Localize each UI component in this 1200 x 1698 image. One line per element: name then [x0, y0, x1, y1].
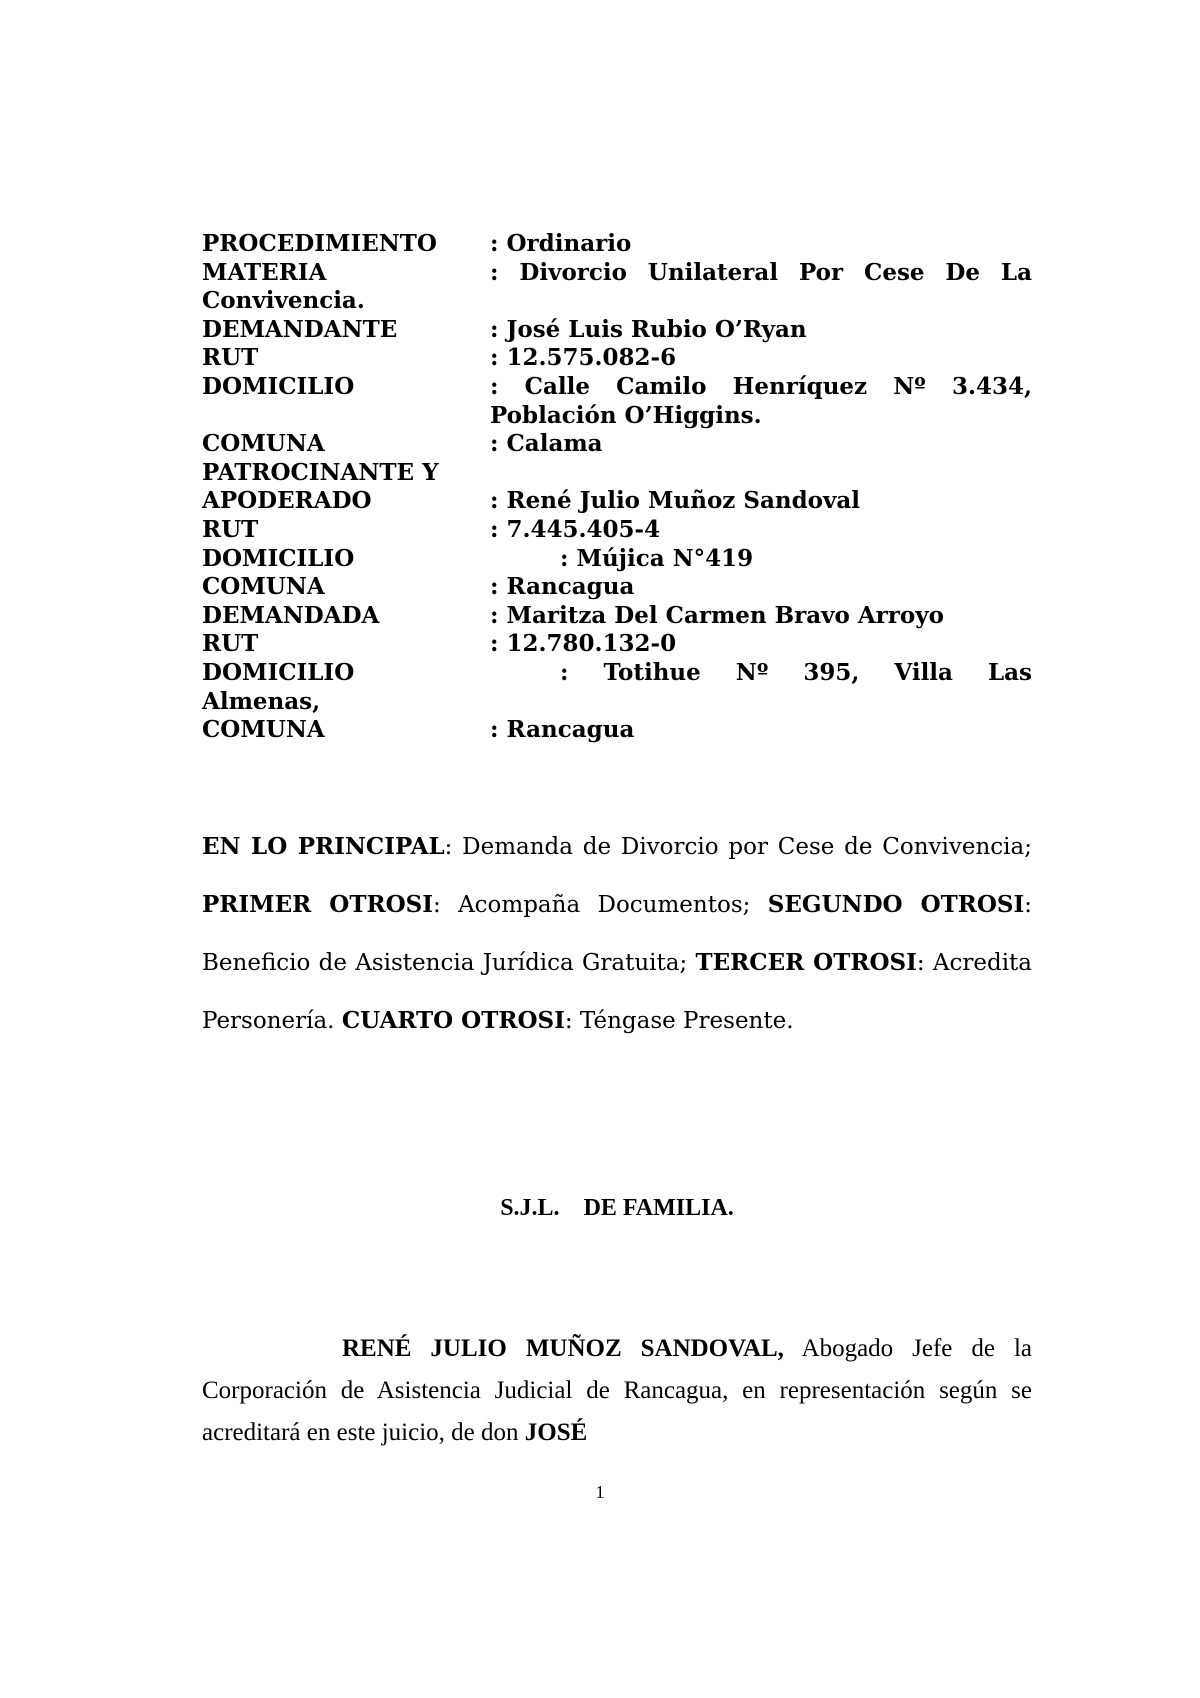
header-label: DOMICILIO	[202, 544, 355, 572]
header-label: RUT	[202, 630, 259, 658]
header-label: APODERADO	[202, 487, 372, 515]
header-label: RUT	[202, 515, 259, 543]
header-label: COMUNA	[202, 430, 325, 458]
header-value: : Ordinario	[490, 230, 632, 257]
header-value: : Calama	[490, 430, 603, 458]
header-row-patrocinante-comuna	[202, 573, 1032, 602]
segundo-otrosi-text: : Beneficio de Asistencia Jurídica Gratuita;	[202, 892, 1033, 976]
header-value: : René Julio Muñoz Sandoval	[490, 487, 861, 515]
header-label: DEMANDADA	[202, 601, 380, 629]
header-label: PROCEDIMIENTO	[202, 230, 437, 257]
header-value: : Totihue Nº 395, Villa Las	[560, 658, 1032, 686]
header-row-patrocinante-rut	[202, 516, 1032, 545]
principal-text: : Demanda de Divorcio por Cese de Convivencia;	[444, 834, 1032, 860]
header-row-demandada-rut	[202, 630, 1032, 659]
attorney-name: RENÉ JULIO MUÑOZ SANDOVAL,	[342, 1335, 784, 1362]
primer-otrosi-label: PRIMER OTROSI	[202, 891, 433, 918]
header-value: : Divorcio Unilateral Por Cese De La	[490, 258, 1032, 286]
header-label: PATROCINANTE Y	[202, 458, 439, 486]
header-value: : 7.445.405-4	[490, 515, 661, 543]
header-row-materia	[202, 259, 1032, 288]
header-row-patrocinante-domicilio	[202, 545, 1032, 574]
header-row-procedimiento	[202, 230, 1032, 259]
header-row-patrocinante-label	[202, 459, 1032, 488]
header-label: MATERIA	[202, 258, 327, 286]
primer-otrosi-text: : Acompaña Documentos;	[432, 892, 751, 918]
header-value: : 12.575.082-6	[490, 344, 677, 372]
header-value-continuation: Almenas,	[202, 687, 321, 715]
header-value: : José Luis Rubio O’Ryan	[490, 315, 807, 343]
tercer-otrosi-label: TERCER OTROSI	[695, 949, 917, 976]
header-row-demandante	[202, 316, 1032, 345]
court-name: DE FAMILIA.	[583, 1195, 734, 1221]
header-value: : Rancagua	[490, 716, 635, 744]
header-label: DOMICILIO	[202, 372, 355, 400]
court-abbrev: S.J.L.	[500, 1195, 560, 1221]
header-label: COMUNA	[202, 716, 325, 744]
header-row-demandante-domicilio	[202, 373, 1032, 402]
header-value-continuation: Convivencia.	[202, 287, 365, 315]
case-header	[202, 230, 1032, 745]
principal-label: EN LO PRINCIPAL	[202, 833, 445, 860]
header-row-demandante-comuna	[202, 430, 1032, 459]
header-value: : Maritza Del Carmen Bravo Arroyo	[490, 601, 944, 629]
client-name-start: JOSÉ	[524, 1419, 588, 1446]
header-label: COMUNA	[202, 573, 325, 601]
header-value: : 12.780.132-0	[490, 630, 677, 658]
page-number: 1	[595, 1482, 605, 1502]
court-heading	[202, 1195, 1032, 1222]
header-value: : Rancagua	[490, 573, 635, 601]
header-row-demandada-domicilio	[202, 659, 1032, 688]
header-value: : Mújica N°419	[560, 544, 754, 572]
cuarto-otrosi-label: CUARTO OTROSI	[341, 1007, 565, 1034]
header-label: DOMICILIO	[202, 658, 355, 686]
tercer-otrosi-text: : Acredita Personería.	[202, 950, 1033, 1034]
header-row-demandante-rut	[202, 344, 1032, 373]
header-label: DEMANDANTE	[202, 315, 398, 343]
petition-summary	[202, 818, 1032, 1050]
header-row-demandante-domicilio-cont	[202, 402, 1032, 431]
header-row-demandada	[202, 602, 1032, 631]
header-label: RUT	[202, 344, 259, 372]
header-value-continuation: Población O’Higgins.	[490, 401, 762, 429]
body-paragraph	[202, 1328, 1032, 1454]
header-row-materia-cont	[202, 287, 1032, 316]
header-row-patrocinante	[202, 487, 1032, 516]
body-text: Abogado Jefe de la Corporación de Asistencia Judicial de Rancagua, en representación según se acreditará en este juicio, de don	[202, 1335, 1032, 1446]
header-row-demandada-comuna	[202, 716, 1032, 745]
segundo-otrosi-label: SEGUNDO OTROSI	[767, 891, 1025, 918]
cuarto-otrosi-text: : Téngase Presente.	[564, 1008, 794, 1034]
header-row-demandada-domicilio-cont	[202, 688, 1032, 717]
header-value: : Calle Camilo Henríquez Nº 3.434,	[490, 372, 1032, 400]
